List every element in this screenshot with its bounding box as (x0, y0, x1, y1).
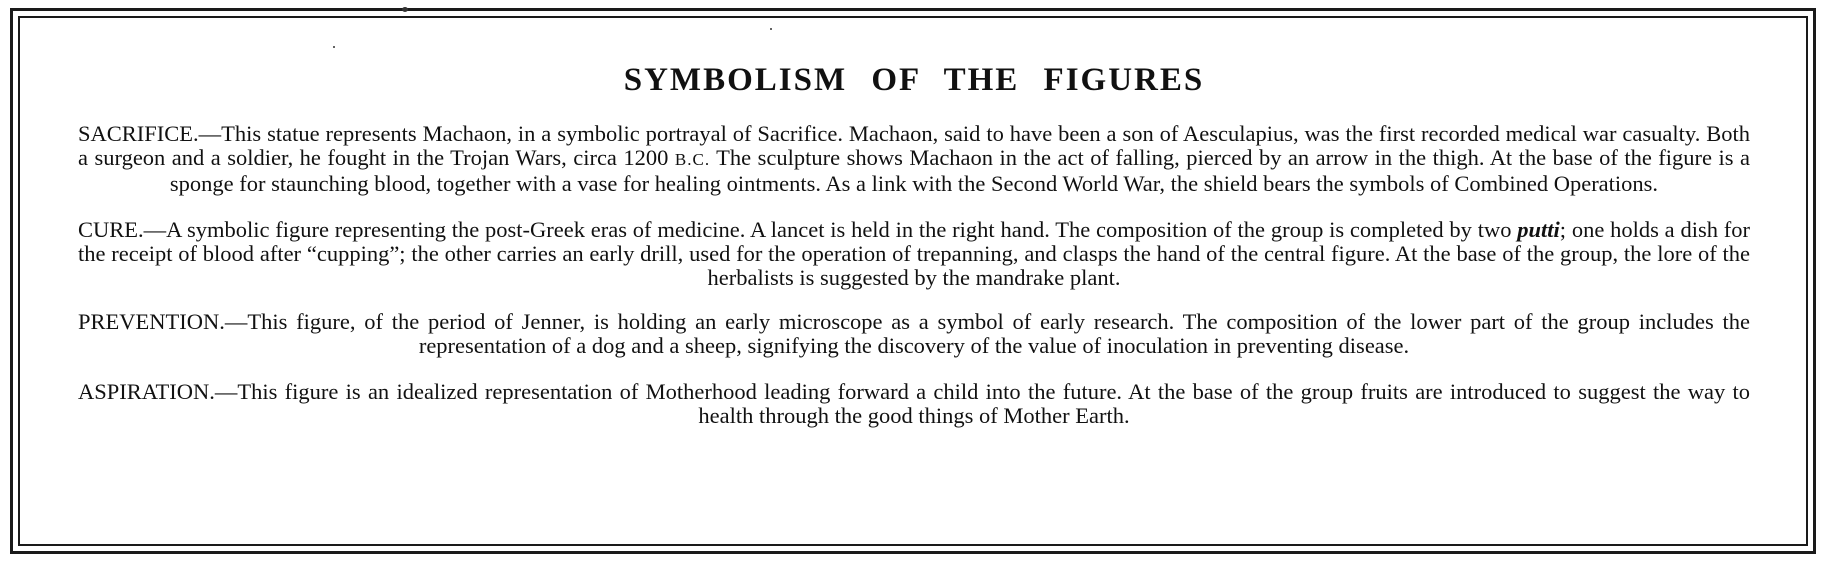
section-text: —This statue represents Machaon, in a symbolic portrayal of Sacrifice. Machaon, said to have been a son of Aesculapius, was the first recorded medical war casualty. Both a surgeon and a soldier, he fought in the Trojan Wars, circa 1200 (78, 121, 1750, 170)
section-text: B.C. (674, 150, 711, 169)
section-prevention (78, 310, 1750, 358)
section-text: The sculpture shows Machaon in the act of falling, pierced by an arrow in the thigh. At the base of the figure is a sponge for staunching blood, together with a vase for healing ointments. As a link with the Second World War, the shield bears the symbols of Combined Operations. (169, 145, 1750, 196)
section-heading: SACRIFICE. (78, 121, 199, 146)
section-text: ; one holds a dish for the receipt of blood after “cupping”; the other carries an early drill, used for the operation of trepanning, and clasps the hand of the central figure. At the base of the group, the lore of the herbalists is suggested by the mandrake plant. (78, 217, 1750, 290)
section-aspiration (78, 380, 1750, 428)
section-heading: CURE. (78, 217, 144, 242)
document-body (78, 60, 1750, 450)
section-sacrifice (78, 122, 1750, 196)
section-text: —This figure is an idealized representation of Motherhood leading forward a child into the future. At the base of the group fruits are introduced to suggest the way to health through the good things of Mother Earth. (214, 379, 1750, 428)
section-heading: PREVENTION. (78, 309, 225, 334)
section-cure (78, 218, 1750, 290)
ink-speck (402, 7, 408, 12)
page-title: SYMBOLISM OF THE FIGURES (623, 62, 1205, 98)
section-text: —A symbolic figure representing the post-Greek eras of medicine. A lancet is held in the right hand. The composition of the group is completed by two (143, 217, 1518, 242)
section-text-italic: putti (1517, 217, 1560, 242)
section-heading: ASPIRATION. (78, 379, 215, 404)
ink-speck (770, 28, 772, 30)
section-text: —This figure, of the period of Jenner, is holding an early microscope as a symbol of early research. The composition of the lower part of the group includes the representation of a dog and a sheep, signifying the discovery of the value of inoculation in preventing disease. (224, 309, 1750, 358)
ink-speck (333, 46, 335, 48)
